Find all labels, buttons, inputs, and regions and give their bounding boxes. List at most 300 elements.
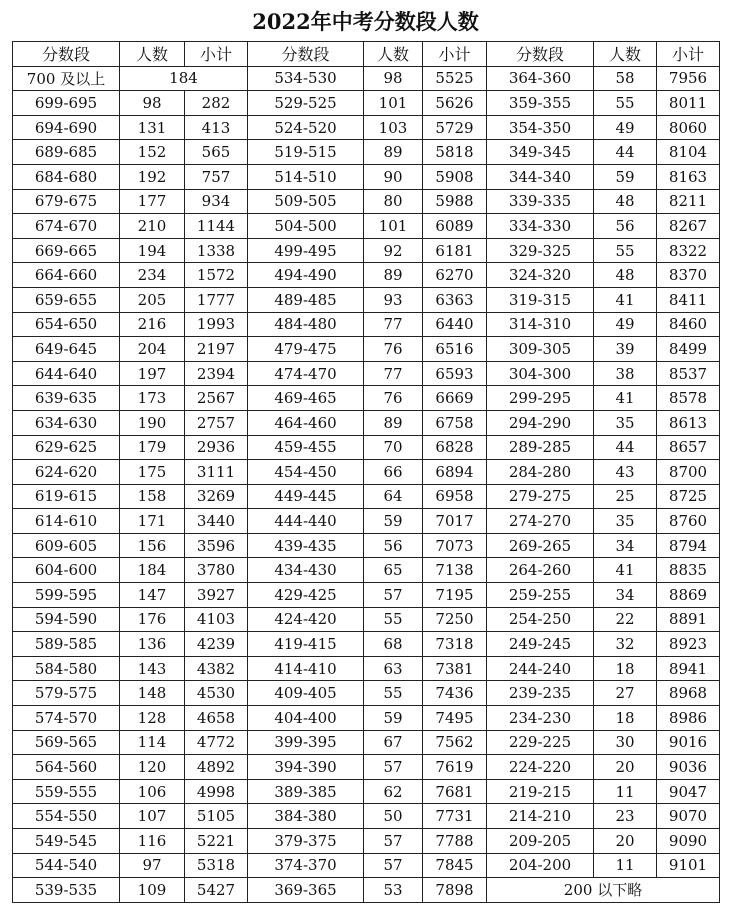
table-cell: 6181 bbox=[423, 238, 487, 263]
table-cell: 8011 bbox=[657, 91, 720, 116]
table-cell: 8891 bbox=[657, 607, 720, 632]
table-cell: 114 bbox=[120, 730, 185, 755]
table-cell: 44 bbox=[594, 140, 657, 165]
table-cell: 6516 bbox=[423, 337, 487, 362]
table-cell: 116 bbox=[120, 829, 185, 854]
table-cell: 7681 bbox=[423, 779, 487, 804]
table-cell: 444-440 bbox=[248, 509, 364, 534]
table-cell: 5626 bbox=[423, 91, 487, 116]
table-cell: 434-430 bbox=[248, 558, 364, 583]
table-cell: 77 bbox=[364, 312, 423, 337]
table-cell: 7318 bbox=[423, 632, 487, 657]
table-cell: 11 bbox=[594, 853, 657, 878]
table-cell: 63 bbox=[364, 656, 423, 681]
table-cell: 2197 bbox=[185, 337, 248, 362]
table-cell: 8923 bbox=[657, 632, 720, 657]
table-row bbox=[13, 361, 720, 386]
table-cell: 3440 bbox=[185, 509, 248, 534]
table-cell: 7788 bbox=[423, 829, 487, 854]
table-cell: 649-645 bbox=[13, 337, 120, 362]
column-header: 分数段 bbox=[487, 42, 594, 67]
table-cell: 30 bbox=[594, 730, 657, 755]
table-cell: 58 bbox=[594, 66, 657, 91]
table-row bbox=[13, 509, 720, 534]
table-cell: 66 bbox=[364, 460, 423, 485]
table-cell: 5221 bbox=[185, 829, 248, 854]
table-cell: 20 bbox=[594, 755, 657, 780]
table-cell: 7495 bbox=[423, 706, 487, 731]
table-cell: 7195 bbox=[423, 583, 487, 608]
table-cell: 9047 bbox=[657, 779, 720, 804]
table-cell: 629-625 bbox=[13, 435, 120, 460]
table-cell: 90 bbox=[364, 164, 423, 189]
table-cell: 519-515 bbox=[248, 140, 364, 165]
table-row bbox=[13, 189, 720, 214]
table-cell: 8986 bbox=[657, 706, 720, 731]
table-cell: 6894 bbox=[423, 460, 487, 485]
column-header: 人数 bbox=[594, 42, 657, 67]
table-cell: 8499 bbox=[657, 337, 720, 362]
table-row bbox=[13, 287, 720, 312]
table-cell: 9016 bbox=[657, 730, 720, 755]
table-cell: 244-240 bbox=[487, 656, 594, 681]
table-cell: 62 bbox=[364, 779, 423, 804]
table-cell: 5988 bbox=[423, 189, 487, 214]
table-cell: 474-470 bbox=[248, 361, 364, 386]
table-cell: 684-680 bbox=[13, 164, 120, 189]
table-cell: 559-555 bbox=[13, 779, 120, 804]
table-cell: 319-315 bbox=[487, 287, 594, 312]
table-cell: 8060 bbox=[657, 115, 720, 140]
table-cell: 57 bbox=[364, 583, 423, 608]
table-row bbox=[13, 386, 720, 411]
table-cell: 8411 bbox=[657, 287, 720, 312]
table-cell: 106 bbox=[120, 779, 185, 804]
table-cell: 1338 bbox=[185, 238, 248, 263]
table-cell: 5318 bbox=[185, 853, 248, 878]
table-cell: 259-255 bbox=[487, 583, 594, 608]
table-cell: 700 及以上 bbox=[13, 66, 120, 91]
table-cell: 6828 bbox=[423, 435, 487, 460]
table-cell: 8104 bbox=[657, 140, 720, 165]
table-cell: 2757 bbox=[185, 410, 248, 435]
table-row bbox=[13, 804, 720, 829]
table-cell: 34 bbox=[594, 533, 657, 558]
table-cell: 6958 bbox=[423, 484, 487, 509]
table-cell: 224-220 bbox=[487, 755, 594, 780]
table-cell: 494-490 bbox=[248, 263, 364, 288]
table-cell: 1572 bbox=[185, 263, 248, 288]
table-cell: 8370 bbox=[657, 263, 720, 288]
table-cell: 34 bbox=[594, 583, 657, 608]
table-cell: 574-570 bbox=[13, 706, 120, 731]
table-cell: 176 bbox=[120, 607, 185, 632]
table-cell: 689-685 bbox=[13, 140, 120, 165]
table-cell: 504-500 bbox=[248, 214, 364, 239]
table-cell: 89 bbox=[364, 140, 423, 165]
table-cell: 274-270 bbox=[487, 509, 594, 534]
table-row bbox=[13, 706, 720, 731]
table-cell: 4530 bbox=[185, 681, 248, 706]
table-cell: 89 bbox=[364, 263, 423, 288]
table-cell: 8163 bbox=[657, 164, 720, 189]
table-cell: 8968 bbox=[657, 681, 720, 706]
table-cell: 5427 bbox=[185, 878, 248, 903]
table-cell: 414-410 bbox=[248, 656, 364, 681]
table-cell: 289-285 bbox=[487, 435, 594, 460]
header-row bbox=[13, 42, 720, 67]
table-row bbox=[13, 312, 720, 337]
table-cell: 634-630 bbox=[13, 410, 120, 435]
table-cell: 11 bbox=[594, 779, 657, 804]
table-cell: 156 bbox=[120, 533, 185, 558]
table-cell: 479-475 bbox=[248, 337, 364, 362]
table-cell: 35 bbox=[594, 410, 657, 435]
table-cell: 354-350 bbox=[487, 115, 594, 140]
table-cell: 334-330 bbox=[487, 214, 594, 239]
table-row bbox=[13, 91, 720, 116]
table-cell: 2936 bbox=[185, 435, 248, 460]
table-cell: 48 bbox=[594, 263, 657, 288]
table-cell: 8941 bbox=[657, 656, 720, 681]
table-row bbox=[13, 755, 720, 780]
table-cell: 579-575 bbox=[13, 681, 120, 706]
table-cell: 23 bbox=[594, 804, 657, 829]
table-cell: 6758 bbox=[423, 410, 487, 435]
table-cell: 664-660 bbox=[13, 263, 120, 288]
table-cell: 64 bbox=[364, 484, 423, 509]
table-row bbox=[13, 115, 720, 140]
table-cell: 694-690 bbox=[13, 115, 120, 140]
page-title: 2022年中考分数段人数 bbox=[252, 9, 479, 34]
table-cell: 210 bbox=[120, 214, 185, 239]
table-cell: 339-335 bbox=[487, 189, 594, 214]
table-row bbox=[13, 779, 720, 804]
table-cell: 65 bbox=[364, 558, 423, 583]
table-cell: 148 bbox=[120, 681, 185, 706]
table-cell: 8578 bbox=[657, 386, 720, 411]
table-cell: 5525 bbox=[423, 66, 487, 91]
table-cell: 192 bbox=[120, 164, 185, 189]
table-cell: 152 bbox=[120, 140, 185, 165]
table-cell: 98 bbox=[120, 91, 185, 116]
table-cell: 107 bbox=[120, 804, 185, 829]
table-cell: 53 bbox=[364, 878, 423, 903]
table-cell: 59 bbox=[364, 706, 423, 731]
table-cell: 197 bbox=[120, 361, 185, 386]
table-row bbox=[13, 583, 720, 608]
table-cell: 80 bbox=[364, 189, 423, 214]
table-cell: 469-465 bbox=[248, 386, 364, 411]
table-cell: 38 bbox=[594, 361, 657, 386]
table-cell: 219-215 bbox=[487, 779, 594, 804]
table-cell: 4892 bbox=[185, 755, 248, 780]
table-cell: 8835 bbox=[657, 558, 720, 583]
table-cell: 644-640 bbox=[13, 361, 120, 386]
table-cell: 204-200 bbox=[487, 853, 594, 878]
table-cell: 284-280 bbox=[487, 460, 594, 485]
table-cell: 4239 bbox=[185, 632, 248, 657]
table-cell: 49 bbox=[594, 115, 657, 140]
table-cell: 384-380 bbox=[248, 804, 364, 829]
table-cell: 49 bbox=[594, 312, 657, 337]
table-cell: 35 bbox=[594, 509, 657, 534]
table-cell: 399-395 bbox=[248, 730, 364, 755]
table-row bbox=[13, 607, 720, 632]
table-cell: 565 bbox=[185, 140, 248, 165]
table-cell: 654-650 bbox=[13, 312, 120, 337]
table-cell: 239-235 bbox=[487, 681, 594, 706]
table-cell: 205 bbox=[120, 287, 185, 312]
table-cell: 76 bbox=[364, 386, 423, 411]
table-cell: 147 bbox=[120, 583, 185, 608]
table-cell: 229-225 bbox=[487, 730, 594, 755]
table-cell: 509-505 bbox=[248, 189, 364, 214]
table-cell: 55 bbox=[594, 91, 657, 116]
table-cell: 128 bbox=[120, 706, 185, 731]
table-cell: 534-530 bbox=[248, 66, 364, 91]
table-cell: 349-345 bbox=[487, 140, 594, 165]
column-header: 小计 bbox=[657, 42, 720, 67]
table-cell: 699-695 bbox=[13, 91, 120, 116]
table-cell: 194 bbox=[120, 238, 185, 263]
table-cell: 529-525 bbox=[248, 91, 364, 116]
table-cell: 3269 bbox=[185, 484, 248, 509]
table-cell: 7898 bbox=[423, 878, 487, 903]
column-header: 分数段 bbox=[248, 42, 364, 67]
table-cell: 424-420 bbox=[248, 607, 364, 632]
table-cell: 190 bbox=[120, 410, 185, 435]
table-cell: 7017 bbox=[423, 509, 487, 534]
table-cell: 449-445 bbox=[248, 484, 364, 509]
table-row bbox=[13, 214, 720, 239]
table-row bbox=[13, 140, 720, 165]
table-cell: 604-600 bbox=[13, 558, 120, 583]
table-cell: 8794 bbox=[657, 533, 720, 558]
table-cell: 7731 bbox=[423, 804, 487, 829]
table-cell: 599-595 bbox=[13, 583, 120, 608]
table-cell: 8760 bbox=[657, 509, 720, 534]
table-cell: 39 bbox=[594, 337, 657, 362]
table-cell: 934 bbox=[185, 189, 248, 214]
table-row bbox=[13, 66, 720, 91]
column-header: 分数段 bbox=[13, 42, 120, 67]
table-cell: 7619 bbox=[423, 755, 487, 780]
table-cell: 314-310 bbox=[487, 312, 594, 337]
table-cell: 177 bbox=[120, 189, 185, 214]
table-row bbox=[13, 484, 720, 509]
table-cell: 5818 bbox=[423, 140, 487, 165]
table-cell: 7138 bbox=[423, 558, 487, 583]
table-row bbox=[13, 238, 720, 263]
table-cell: 234-230 bbox=[487, 706, 594, 731]
table-row bbox=[13, 730, 720, 755]
table-cell: 158 bbox=[120, 484, 185, 509]
table-cell: 57 bbox=[364, 853, 423, 878]
table-cell: 77 bbox=[364, 361, 423, 386]
table-cell: 173 bbox=[120, 386, 185, 411]
table-cell: 299-295 bbox=[487, 386, 594, 411]
table-cell: 594-590 bbox=[13, 607, 120, 632]
table-row bbox=[13, 656, 720, 681]
table-cell: 59 bbox=[594, 164, 657, 189]
score-distribution-table bbox=[12, 41, 720, 903]
table-cell: 639-635 bbox=[13, 386, 120, 411]
table-cell: 413 bbox=[185, 115, 248, 140]
table-cell: 57 bbox=[364, 829, 423, 854]
table-cell: 179 bbox=[120, 435, 185, 460]
table-cell: 136 bbox=[120, 632, 185, 657]
table-cell: 8613 bbox=[657, 410, 720, 435]
table-cell: 459-455 bbox=[248, 435, 364, 460]
table-cell: 464-460 bbox=[248, 410, 364, 435]
table-note-cell: 200 以下略 bbox=[487, 878, 720, 903]
table-cell: 564-560 bbox=[13, 755, 120, 780]
table-cell: 8322 bbox=[657, 238, 720, 263]
table-cell: 589-585 bbox=[13, 632, 120, 657]
table-cell: 8700 bbox=[657, 460, 720, 485]
table-cell: 309-305 bbox=[487, 337, 594, 362]
table-row bbox=[13, 460, 720, 485]
table-cell: 5729 bbox=[423, 115, 487, 140]
table-cell: 5105 bbox=[185, 804, 248, 829]
table-cell: 609-605 bbox=[13, 533, 120, 558]
table-row bbox=[13, 410, 720, 435]
table-cell: 6363 bbox=[423, 287, 487, 312]
table-cell: 364-360 bbox=[487, 66, 594, 91]
table-cell: 9090 bbox=[657, 829, 720, 854]
table-cell: 674-670 bbox=[13, 214, 120, 239]
table-cell: 18 bbox=[594, 706, 657, 731]
table-cell: 619-615 bbox=[13, 484, 120, 509]
table-cell: 304-300 bbox=[487, 361, 594, 386]
table-cell: 55 bbox=[364, 681, 423, 706]
table-row bbox=[13, 632, 720, 657]
column-header: 人数 bbox=[364, 42, 423, 67]
table-cell: 41 bbox=[594, 386, 657, 411]
table-cell: 484-480 bbox=[248, 312, 364, 337]
table-cell: 70 bbox=[364, 435, 423, 460]
table-cell: 8537 bbox=[657, 361, 720, 386]
table-cell: 8460 bbox=[657, 312, 720, 337]
table-cell: 89 bbox=[364, 410, 423, 435]
table-cell: 344-340 bbox=[487, 164, 594, 189]
table-cell: 584-580 bbox=[13, 656, 120, 681]
table-cell: 374-370 bbox=[248, 853, 364, 878]
table-row bbox=[13, 337, 720, 362]
table-cell: 8869 bbox=[657, 583, 720, 608]
table-cell: 429-425 bbox=[248, 583, 364, 608]
table-cell: 20 bbox=[594, 829, 657, 854]
table-row bbox=[13, 558, 720, 583]
table-cell: 6669 bbox=[423, 386, 487, 411]
table-cell: 234 bbox=[120, 263, 185, 288]
table-cell: 93 bbox=[364, 287, 423, 312]
table-cell: 92 bbox=[364, 238, 423, 263]
table-cell: 394-390 bbox=[248, 755, 364, 780]
table-row bbox=[13, 681, 720, 706]
table-cell: 55 bbox=[364, 607, 423, 632]
table-cell: 209-205 bbox=[487, 829, 594, 854]
table-row bbox=[13, 164, 720, 189]
table-cell: 98 bbox=[364, 66, 423, 91]
table-cell: 9036 bbox=[657, 755, 720, 780]
table-cell: 269-265 bbox=[487, 533, 594, 558]
table-cell: 7562 bbox=[423, 730, 487, 755]
table-cell: 549-545 bbox=[13, 829, 120, 854]
table-cell: 7250 bbox=[423, 607, 487, 632]
table-cell: 489-485 bbox=[248, 287, 364, 312]
table-cell: 171 bbox=[120, 509, 185, 534]
table-row bbox=[13, 853, 720, 878]
table-cell: 539-535 bbox=[13, 878, 120, 903]
table-cell: 9070 bbox=[657, 804, 720, 829]
table-row bbox=[13, 263, 720, 288]
table-cell: 67 bbox=[364, 730, 423, 755]
table-cell: 41 bbox=[594, 287, 657, 312]
table-cell: 8725 bbox=[657, 484, 720, 509]
table-cell: 59 bbox=[364, 509, 423, 534]
table-cell: 7956 bbox=[657, 66, 720, 91]
table-cell: 569-565 bbox=[13, 730, 120, 755]
table-cell: 55 bbox=[594, 238, 657, 263]
table-cell: 50 bbox=[364, 804, 423, 829]
table-cell: 204 bbox=[120, 337, 185, 362]
table-cell: 143 bbox=[120, 656, 185, 681]
table-cell: 56 bbox=[594, 214, 657, 239]
table-cell: 264-260 bbox=[487, 558, 594, 583]
table-row bbox=[13, 878, 720, 903]
table-cell: 379-375 bbox=[248, 829, 364, 854]
table-cell: 76 bbox=[364, 337, 423, 362]
table-cell: 22 bbox=[594, 607, 657, 632]
table-cell: 659-655 bbox=[13, 287, 120, 312]
table-cell: 8211 bbox=[657, 189, 720, 214]
table-cell: 3596 bbox=[185, 533, 248, 558]
table-cell: 18 bbox=[594, 656, 657, 681]
table-cell: 324-320 bbox=[487, 263, 594, 288]
table-cell: 214-210 bbox=[487, 804, 594, 829]
table-cell: 359-355 bbox=[487, 91, 594, 116]
table-cell: 101 bbox=[364, 91, 423, 116]
table-cell: 3780 bbox=[185, 558, 248, 583]
table-cell: 101 bbox=[364, 214, 423, 239]
table-cell: 43 bbox=[594, 460, 657, 485]
table-cell: 1993 bbox=[185, 312, 248, 337]
table-cell: 249-245 bbox=[487, 632, 594, 657]
table-cell: 3111 bbox=[185, 460, 248, 485]
table-cell: 369-365 bbox=[248, 878, 364, 903]
table-cell: 6440 bbox=[423, 312, 487, 337]
table-cell: 27 bbox=[594, 681, 657, 706]
table-cell: 4103 bbox=[185, 607, 248, 632]
table-cell: 4772 bbox=[185, 730, 248, 755]
table-cell: 3927 bbox=[185, 583, 248, 608]
table-cell: 48 bbox=[594, 189, 657, 214]
table-cell: 614-610 bbox=[13, 509, 120, 534]
table-cell: 7436 bbox=[423, 681, 487, 706]
table-cell: 404-400 bbox=[248, 706, 364, 731]
table-cell: 32 bbox=[594, 632, 657, 657]
table-cell: 669-665 bbox=[13, 238, 120, 263]
table-cell: 554-550 bbox=[13, 804, 120, 829]
table-cell: 1144 bbox=[185, 214, 248, 239]
table-cell: 2567 bbox=[185, 386, 248, 411]
table-cell: 4382 bbox=[185, 656, 248, 681]
table-cell: 109 bbox=[120, 878, 185, 903]
table-cell: 544-540 bbox=[13, 853, 120, 878]
table-cell: 103 bbox=[364, 115, 423, 140]
